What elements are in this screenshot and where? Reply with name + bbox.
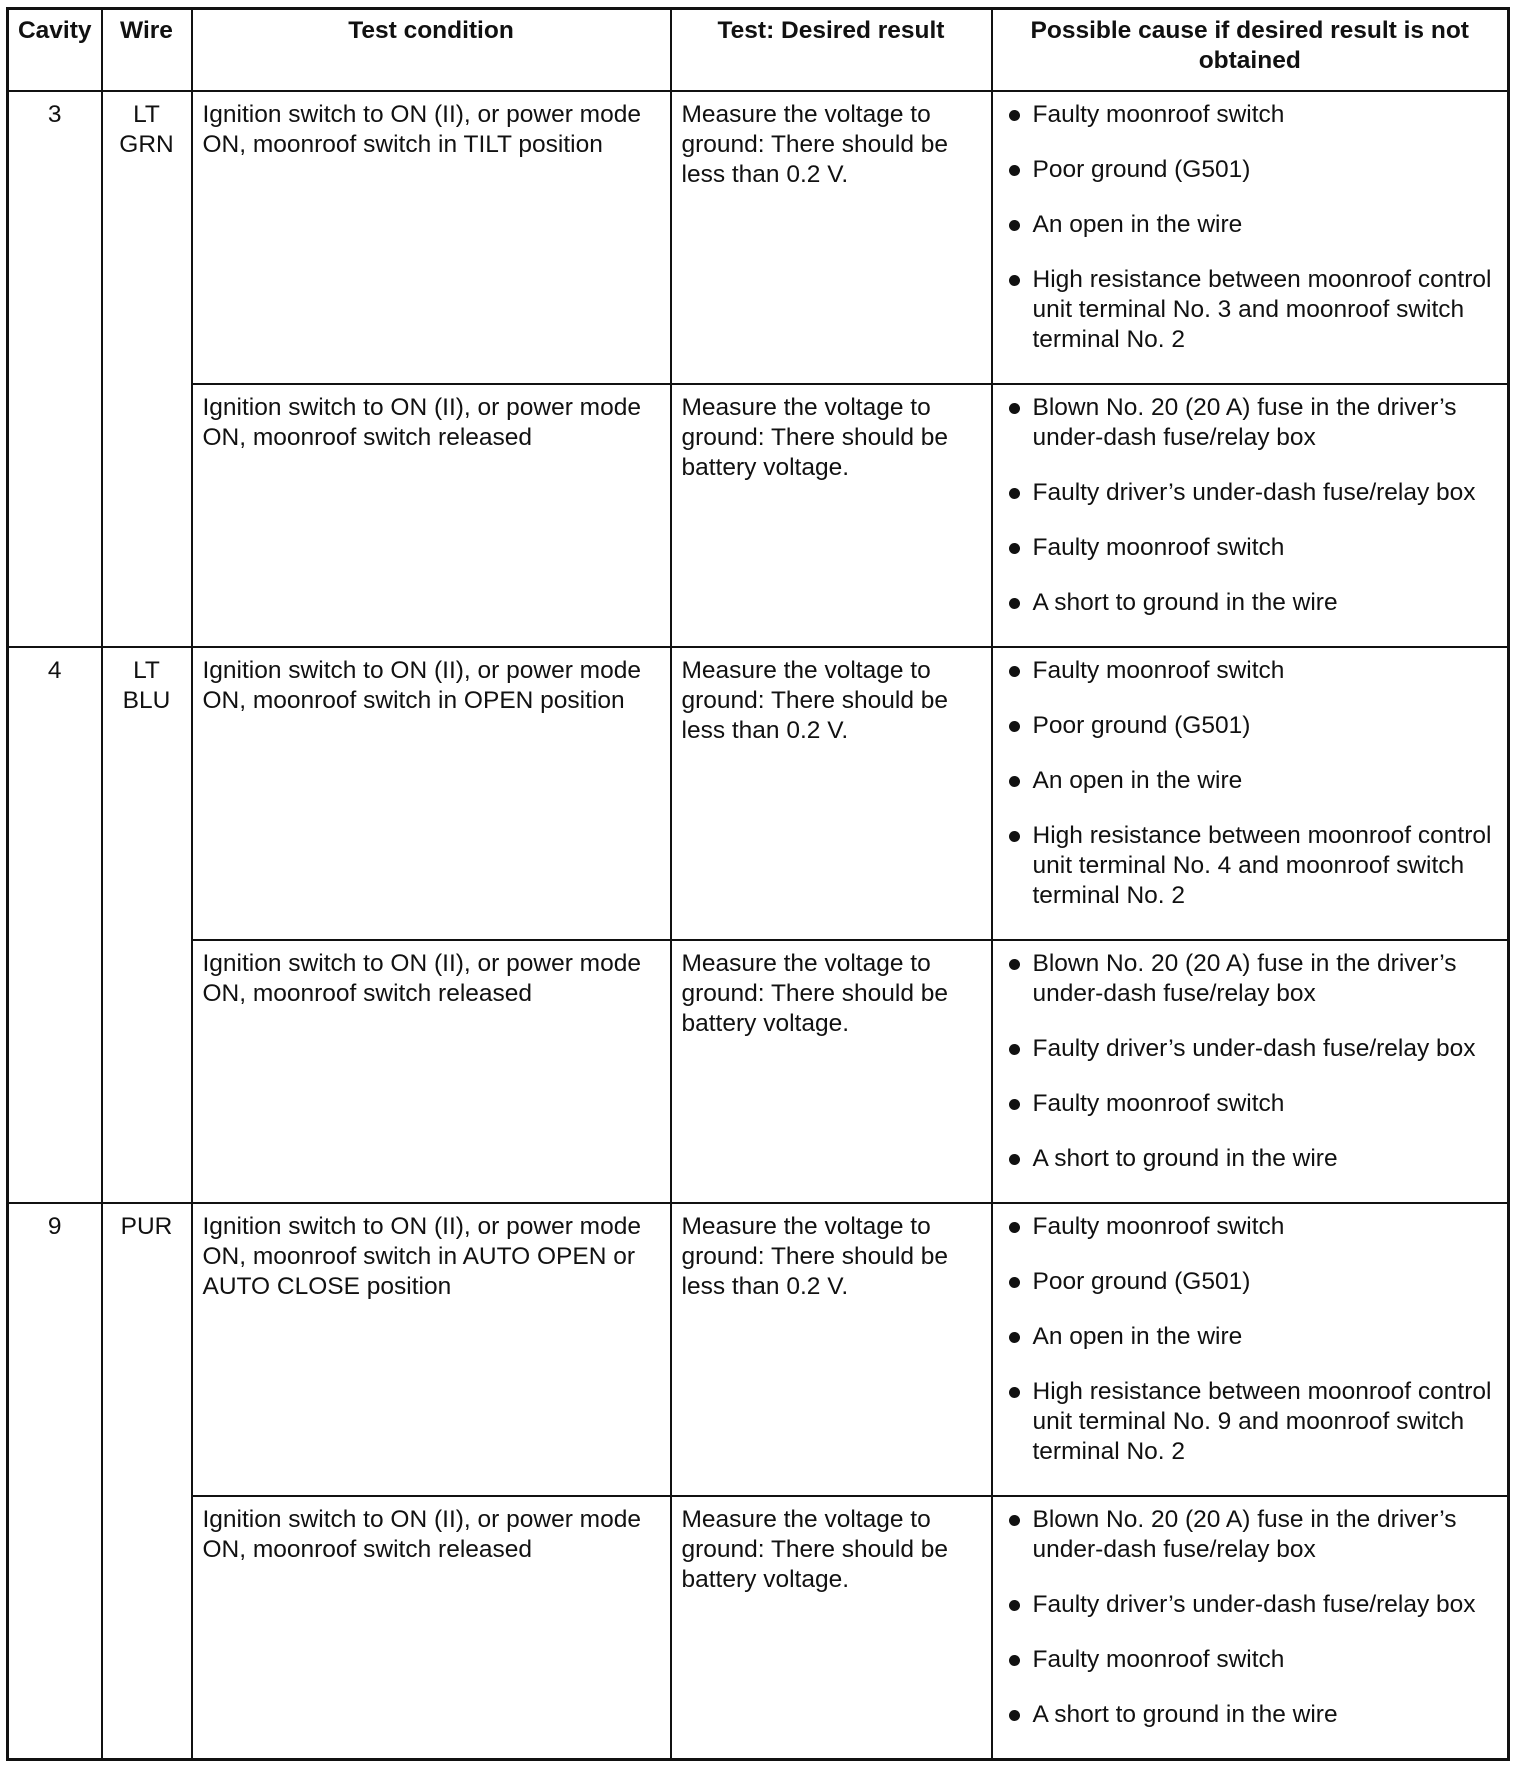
table-row: [8, 1203, 1509, 1496]
cause-list-item: Faulty moonroof switch: [1033, 1212, 1498, 1242]
test-condition-cell: Ignition switch to ON (II), or power mode ON, moonroof switch released: [192, 940, 671, 1203]
cause-list-item: Faulty driver’s under-dash fuse/relay box: [1033, 478, 1498, 508]
cause-list-item: Faulty moonroof switch: [1033, 100, 1498, 130]
cause-list: [1003, 1505, 1498, 1730]
cause-list-item: Poor ground (G501): [1033, 1267, 1498, 1297]
test-condition-cell: Ignition switch to ON (II), or power mode ON, moonroof switch released: [192, 1496, 671, 1759]
test-condition-cell: Ignition switch to ON (II), or power mode ON, moonroof switch released: [192, 384, 671, 647]
desired-result-cell: Measure the voltage to ground: There should be less than 0.2 V.: [671, 91, 992, 384]
cause-list-item: High resistance between moonroof control unit terminal No. 4 and moonroof switch terminal No. 2: [1033, 821, 1498, 911]
cause-list-item: A short to ground in the wire: [1033, 1144, 1498, 1174]
cause-list-item: High resistance between moonroof control unit terminal No. 3 and moonroof switch terminal No. 2: [1033, 265, 1498, 355]
cause-list-item: Faulty moonroof switch: [1033, 1645, 1498, 1675]
cause-list-item: Faulty moonroof switch: [1033, 1089, 1498, 1119]
wire-color-cell: LT GRN: [102, 91, 192, 647]
possible-cause-cell: [992, 940, 1509, 1203]
desired-result-cell: Measure the voltage to ground: There should be less than 0.2 V.: [671, 647, 992, 940]
possible-cause-cell: [992, 1203, 1509, 1496]
cause-list: [1003, 100, 1498, 355]
wire-color-cell: PUR: [102, 1203, 192, 1760]
table-row: [8, 1496, 1509, 1759]
cause-list-item: Blown No. 20 (20 A) fuse in the driver’s under-dash fuse/relay box: [1033, 393, 1498, 453]
cause-list-item: Faulty moonroof switch: [1033, 656, 1498, 686]
possible-cause-cell: [992, 647, 1509, 940]
desired-result-cell: Measure the voltage to ground: There should be less than 0.2 V.: [671, 1203, 992, 1496]
cause-list-item: An open in the wire: [1033, 766, 1498, 796]
cavity-cell: 4: [8, 647, 102, 1203]
header-possible-cause: Possible cause if desired result is not obtained: [992, 9, 1509, 92]
cause-list-item: Blown No. 20 (20 A) fuse in the driver’s under-dash fuse/relay box: [1033, 1505, 1498, 1565]
test-condition-cell: Ignition switch to ON (II), or power mode ON, moonroof switch in TILT position: [192, 91, 671, 384]
header-cavity: Cavity: [8, 9, 102, 92]
cavity-cell: 3: [8, 91, 102, 647]
table-row: [8, 647, 1509, 940]
header-row: [8, 9, 1509, 92]
cause-list-item: Faulty driver’s under-dash fuse/relay box: [1033, 1590, 1498, 1620]
cause-list: [1003, 949, 1498, 1174]
cause-list-item: A short to ground in the wire: [1033, 588, 1498, 618]
desired-result-cell: Measure the voltage to ground: There should be battery voltage.: [671, 940, 992, 1203]
cause-list-item: An open in the wire: [1033, 210, 1498, 240]
possible-cause-cell: [992, 91, 1509, 384]
wire-color-cell: LT BLU: [102, 647, 192, 1203]
cause-list-item: Poor ground (G501): [1033, 711, 1498, 741]
cause-list-item: A short to ground in the wire: [1033, 1700, 1498, 1730]
cause-list: [1003, 656, 1498, 911]
table-row: [8, 384, 1509, 647]
cause-list-item: Poor ground (G501): [1033, 155, 1498, 185]
cause-list-item: Faulty driver’s under-dash fuse/relay box: [1033, 1034, 1498, 1064]
test-condition-cell: Ignition switch to ON (II), or power mode ON, moonroof switch in AUTO OPEN or AUTO CLOSE position: [192, 1203, 671, 1496]
table-row: [8, 91, 1509, 384]
possible-cause-cell: [992, 1496, 1509, 1759]
cavity-cell: 9: [8, 1203, 102, 1760]
cause-list-item: Faulty moonroof switch: [1033, 533, 1498, 563]
cause-list-item: Blown No. 20 (20 A) fuse in the driver’s under-dash fuse/relay box: [1033, 949, 1498, 1009]
possible-cause-cell: [992, 384, 1509, 647]
cause-list: [1003, 1212, 1498, 1467]
header-wire: Wire: [102, 9, 192, 92]
cause-list-item: An open in the wire: [1033, 1322, 1498, 1352]
header-test-condition: Test condition: [192, 9, 671, 92]
desired-result-cell: Measure the voltage to ground: There should be battery voltage.: [671, 1496, 992, 1759]
desired-result-cell: Measure the voltage to ground: There should be battery voltage.: [671, 384, 992, 647]
cause-list: [1003, 393, 1498, 618]
troubleshooting-table: [6, 7, 1510, 1761]
table-row: [8, 940, 1509, 1203]
header-desired-result: Test: Desired result: [671, 9, 992, 92]
test-condition-cell: Ignition switch to ON (II), or power mode ON, moonroof switch in OPEN position: [192, 647, 671, 940]
cause-list-item: High resistance between moonroof control unit terminal No. 9 and moonroof switch terminal No. 2: [1033, 1377, 1498, 1467]
